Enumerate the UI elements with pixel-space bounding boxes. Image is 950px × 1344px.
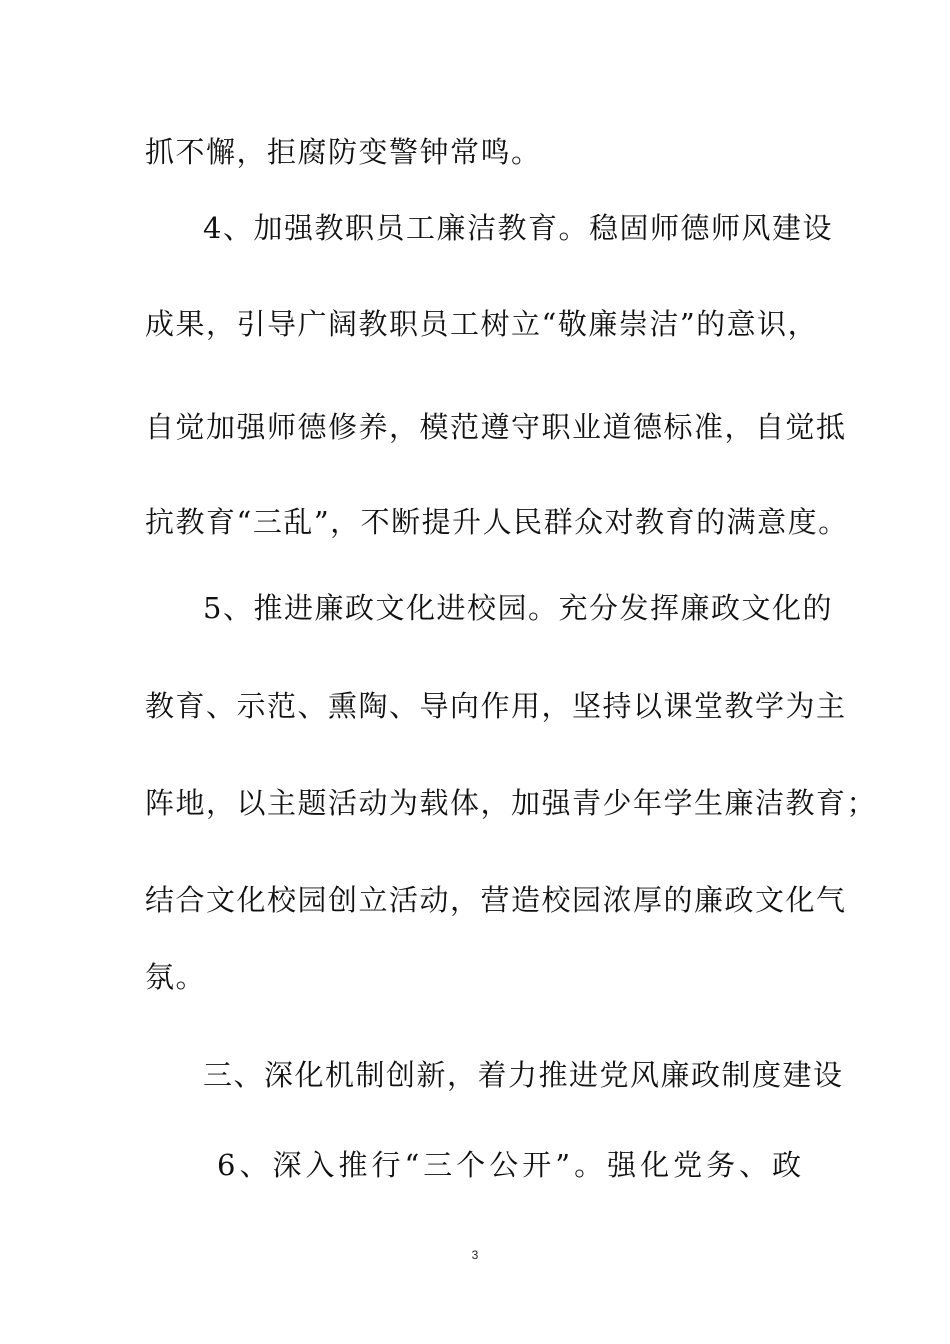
body-text-line: 自觉加强师德修养，模范遵守职业道德标准，自觉抵 [145, 410, 847, 444]
section-heading: 三、深化机制创新，着力推进党风廉政制度建设 [203, 1058, 844, 1092]
page-number: 3 [471, 1248, 479, 1262]
body-text-line: 成果，引导广阔教职员工树立“敬廉崇洁”的意识， [145, 307, 819, 341]
body-text-line: 氛。 [145, 960, 207, 994]
body-text-line: 抗教育“三乱”，不断提升人民群众对教育的满意度。 [145, 505, 849, 539]
body-text-line: 抓不懈，拒腐防变警钟常鸣。 [145, 135, 542, 169]
body-text-line: 教育、示范、熏陶、导向作用，坚持以课堂教学为主 [145, 689, 847, 723]
body-text-line: 结合文化校园创立活动，营造校园浓厚的廉政文化气 [145, 883, 847, 917]
paragraph-6-start: 6、深入推行“三个公开”。强化党务、政 [217, 1148, 806, 1182]
paragraph-4-start: 4、加强教职员工廉洁教育。稳固师德师风建设 [203, 211, 833, 245]
paragraph-5-start: 5、推进廉政文化进校园。充分发挥廉政文化的 [203, 591, 833, 625]
body-text-line: 阵地，以主题活动为载体，加强青少年学生廉洁教育； [145, 786, 878, 820]
